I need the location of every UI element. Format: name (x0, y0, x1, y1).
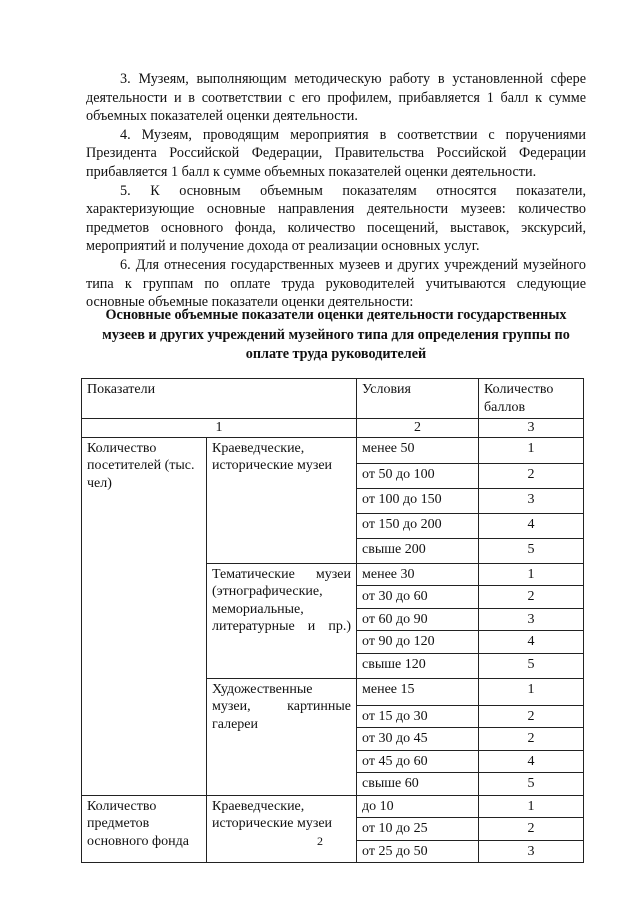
condition-cell: менее 50 (357, 437, 479, 463)
condition-cell: от 45 до 60 (357, 750, 479, 773)
header-points: Количество баллов (479, 379, 584, 419)
column-number-row (82, 419, 584, 438)
fund-local-history-label: Краеведческие, исторические музеи (207, 795, 357, 863)
points-cell: 3 (479, 840, 584, 863)
paragraph-3: 3. Музеям, выполняющим методическую работу в установленной сфере деятельности и в соответствии с его профилем, прибавляется 1 балл к сумме объемных показателей оценки деятельности. (86, 71, 586, 125)
local-history-label: Краеведческие, исторические музеи (207, 437, 357, 563)
condition-cell: от 10 до 25 (357, 818, 479, 841)
points-cell: 1 (479, 437, 584, 463)
points-cell: 4 (479, 750, 584, 773)
points-cell: 2 (479, 463, 584, 488)
points-cell: 4 (479, 513, 584, 538)
condition-cell: от 25 до 50 (357, 840, 479, 863)
condition-cell: свыше 200 (357, 538, 479, 563)
points-cell: 5 (479, 538, 584, 563)
paragraph-4: 4. Музеям, проводящим мероприятия в соответствии с поручениями Президента Российской Федерации, Правительства Российской Федерации прибавляется 1 балл к сумме объемных показателей оценки деятельности. (86, 126, 586, 180)
table-title: Основные объемные показатели оценки деятельности государственных музеев и других учреждений музейного типа для определения группы по оплате труда руководителей (102, 307, 570, 362)
condition-cell: от 150 до 200 (357, 513, 479, 538)
table-row (82, 437, 584, 463)
col-number-3: 3 (479, 419, 584, 438)
condition-cell: от 30 до 60 (357, 586, 479, 609)
points-cell: 1 (479, 795, 584, 818)
paragraph-6: 6. Для отнесения государственных музеев и других учреждений музейного типа к группам по оплате труда руководителей учитываются следующие основные объемные показатели оценки деятельности: (86, 256, 586, 311)
points-cell: 4 (479, 631, 584, 654)
art-label: Художественные музеи, картинные галереи (207, 678, 357, 795)
col-number-2: 2 (357, 419, 479, 438)
condition-cell: от 15 до 30 (357, 705, 479, 728)
condition-cell: от 50 до 100 (357, 463, 479, 488)
points-cell: 5 (479, 773, 584, 796)
condition-cell: менее 30 (357, 563, 479, 586)
visitors-label: Количество посетителей (тыс. чел) (82, 437, 207, 795)
condition-cell: свыше 120 (357, 653, 479, 678)
points-cell: 3 (479, 608, 584, 631)
table-row (82, 795, 584, 818)
header-conditions: Условия (357, 379, 479, 419)
points-cell: 3 (479, 488, 584, 513)
condition-cell: до 10 (357, 795, 479, 818)
points-cell: 2 (479, 586, 584, 609)
points-cell: 1 (479, 563, 584, 586)
header-indicators: Показатели (82, 379, 357, 419)
fund-label: Количество предметов основного фонда (82, 795, 207, 863)
condition-cell: от 90 до 120 (357, 631, 479, 654)
condition-cell: от 30 до 45 (357, 728, 479, 751)
indicators-table (81, 378, 584, 863)
page-number: 2 (317, 834, 323, 848)
points-cell: 2 (479, 818, 584, 841)
thematic-label: Тематические музеи (этнографические, мемориальные, литературные и пр.) (207, 563, 357, 678)
body-text (86, 70, 586, 312)
condition-cell: от 100 до 150 (357, 488, 479, 513)
col-number-1: 1 (82, 419, 357, 438)
points-cell: 1 (479, 678, 584, 705)
condition-cell: менее 15 (357, 678, 479, 705)
condition-cell: свыше 60 (357, 773, 479, 796)
points-cell: 2 (479, 728, 584, 751)
paragraph-5: 5. К основным объемным показателям относятся показатели, характеризующие основные направления деятельности музеев: количество предметов основного фонда, количество посещений, выставок, экскурсий, мероприятий и получение дохода от реализации основных услуг. (86, 182, 586, 255)
table-header-row (82, 379, 584, 419)
points-cell: 5 (479, 653, 584, 678)
points-cell: 2 (479, 705, 584, 728)
condition-cell: от 60 до 90 (357, 608, 479, 631)
